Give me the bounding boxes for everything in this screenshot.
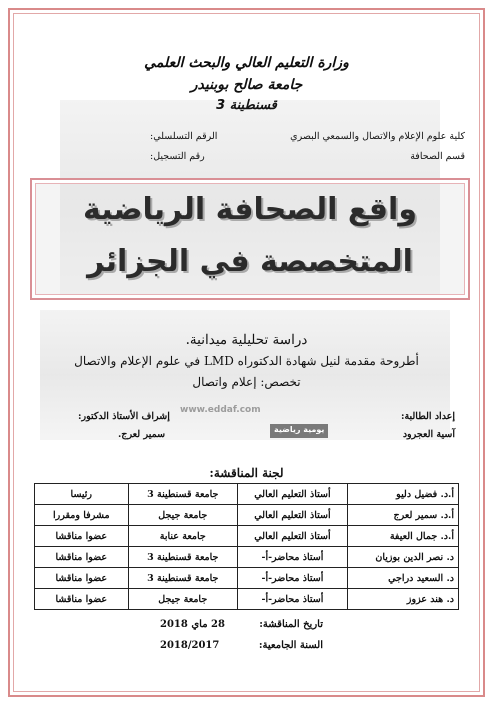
committee-row: [35, 589, 459, 610]
student-label: إعداد الطالبة:: [400, 411, 455, 422]
academic-year-value: 2018/2017: [160, 640, 220, 651]
committee-row: [35, 547, 459, 568]
committee-row: [35, 484, 459, 505]
university-city: قسنطينة 3: [216, 98, 277, 113]
committee-title: لجنة المناقشة:: [209, 466, 284, 480]
member-university: جامعة عنابة: [128, 526, 237, 547]
thesis-title-box: [30, 178, 470, 300]
university-name: جامعة صالح بوبنيدر: [190, 77, 303, 93]
member-role: رئيسا: [35, 484, 129, 505]
thesis-title-line-1: واقع الصحافة الرياضية: [83, 192, 417, 227]
member-name: أ.د. جمال العيفة: [347, 526, 458, 547]
member-role: عضوا مناقشا: [35, 568, 129, 589]
supervisor-name: سمير لعرج.: [118, 429, 166, 440]
member-rank: أستاذ محاضر-أ-: [237, 547, 347, 568]
member-name: أ.د. سمير لعرج: [347, 505, 458, 526]
study-type: دراسة تحليلية ميدانية.: [185, 332, 308, 348]
specialty: تخصص: إعلام واتصال: [192, 375, 301, 389]
committee-row: [35, 526, 459, 547]
committee-table: [34, 483, 459, 610]
member-rank: أستاذ محاضر-أ-: [237, 589, 347, 610]
member-role: عضوا مناقشا: [35, 547, 129, 568]
thesis-title-line-2: المتخصصة في الجزائر: [87, 244, 413, 279]
committee-row: [35, 505, 459, 526]
member-rank: أستاذ التعليم العالي: [237, 505, 347, 526]
member-name: د. هند عزوز: [347, 589, 458, 610]
member-university: جامعة قسنطينة 3: [128, 568, 237, 589]
member-role: عضوا مناقشا: [35, 526, 129, 547]
member-university: جامعة قسنطينة 3: [128, 484, 237, 505]
member-university: جامعة قسنطينة 3: [128, 547, 237, 568]
registration-number-label: رقم التسجيل:: [150, 151, 205, 162]
defense-date-label: تاريخ المناقشة:: [259, 619, 323, 630]
member-role: عضوا مناقشا: [35, 589, 129, 610]
defense-date-value: 28 ماي 2018: [160, 619, 225, 630]
student-name: آسية العجرود: [402, 429, 455, 440]
faculty-name: كلية علوم الإعلام والاتصال والسمعي البصري: [290, 131, 465, 142]
thesis-description: أطروحة مقدمة لنيل شهادة الدكتوراه LMD في علوم الإعلام والاتصال: [74, 354, 419, 368]
member-name: أ.د. فضيل دليو: [347, 484, 458, 505]
supervisor-label: إشراف الأستاذ الدكتور:: [78, 411, 170, 422]
committee-row: [35, 568, 459, 589]
member-university: جامعة جيجل: [128, 589, 237, 610]
member-rank: أستاذ محاضر-أ-: [237, 568, 347, 589]
department-name: قسم الصحافة: [410, 151, 465, 162]
member-university: جامعة جيجل: [128, 505, 237, 526]
watermark-site: www.eddaf.com: [180, 405, 261, 415]
ministry-name: وزارة التعليم العالي والبحث العلمي: [144, 55, 349, 71]
academic-year-label: السنة الجامعية:: [258, 640, 323, 651]
watermark-tag: يومية رياضية: [274, 425, 325, 434]
member-role: مشرفا ومقررا: [35, 505, 129, 526]
member-rank: أستاذ التعليم العالي: [237, 526, 347, 547]
serial-number-label: الرقم التسلسلي:: [150, 131, 218, 142]
member-rank: أستاذ التعليم العالي: [237, 484, 347, 505]
member-name: د. نصر الدين بوزيان: [347, 547, 458, 568]
member-name: د. السعيد دراجي: [347, 568, 458, 589]
